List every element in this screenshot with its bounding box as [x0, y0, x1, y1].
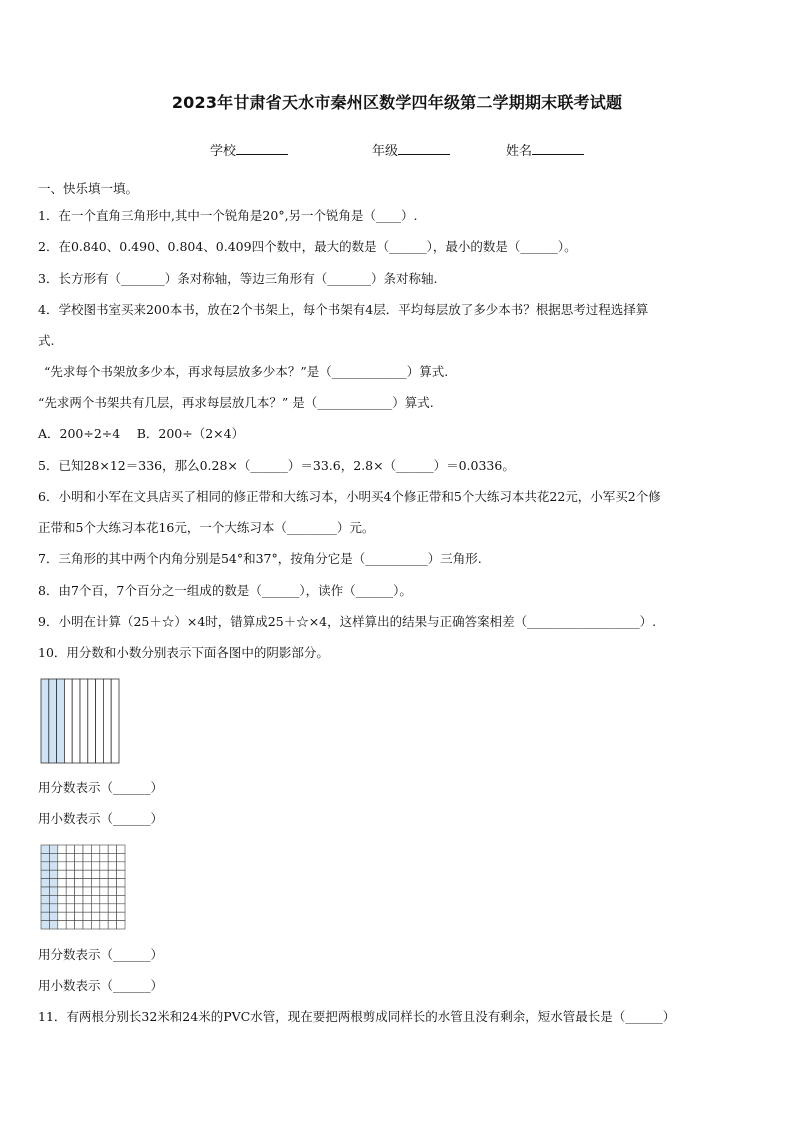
- figure-strip-diagram: [40, 678, 120, 764]
- grade-label: 年级: [372, 144, 399, 159]
- grid-cell: [66, 845, 74, 853]
- question-5: 5．已知28×12＝336，那么0.28×（______）＝33.6，2.8×（______）＝0.0336。: [38, 458, 515, 473]
- grid-cell: [108, 879, 116, 887]
- grid-cell: [49, 870, 57, 878]
- grid-cell: [49, 887, 57, 895]
- grid-cell: [83, 904, 91, 912]
- grid-cell: [58, 870, 66, 878]
- grid-cell: [58, 879, 66, 887]
- grid-cell: [83, 887, 91, 895]
- grid-cell: [49, 921, 57, 929]
- strip-column: [80, 679, 88, 763]
- grid-cell: [91, 912, 99, 920]
- grid-cell: [117, 870, 125, 878]
- grid-cell: [100, 845, 108, 853]
- grid-cell: [66, 921, 74, 929]
- grid-cell: [66, 879, 74, 887]
- grid-cell: [83, 895, 91, 903]
- grid-cell: [58, 912, 66, 920]
- grid-cell: [49, 845, 57, 853]
- name-label: 姓名: [506, 144, 533, 159]
- grid-cell: [83, 862, 91, 870]
- figure-grid-diagram: [40, 844, 128, 930]
- question-4-line-4: “先求两个书架共有几层，再求每层放几本？” 是（____________）算式.: [38, 395, 434, 410]
- grid-cell: [108, 870, 116, 878]
- school-field: [210, 140, 288, 159]
- grid-cell: [108, 904, 116, 912]
- grid-cell: [75, 853, 83, 861]
- question-1: 1．在一个直角三角形中,其中一个锐角是20°,另一个锐角是（____）.: [38, 208, 418, 223]
- section-heading: 一、快乐填一填。: [38, 181, 139, 196]
- grid-cell: [66, 853, 74, 861]
- grid-cell: [91, 870, 99, 878]
- grid-cell: [100, 921, 108, 929]
- grid-cell: [41, 921, 49, 929]
- grid-cell: [108, 862, 116, 870]
- grid-cell: [117, 904, 125, 912]
- grid-cell: [66, 912, 74, 920]
- grid-cell: [100, 895, 108, 903]
- grid-cell: [108, 895, 116, 903]
- strip-column: [57, 679, 65, 763]
- grid-cell: [91, 904, 99, 912]
- name-field: [506, 140, 584, 159]
- grade-field: [372, 140, 450, 159]
- page-title: 2023年甘肃省天水市秦州区数学四年级第二学期期末联考试题: [171, 93, 623, 112]
- grid-cell: [58, 862, 66, 870]
- grid-cell: [108, 853, 116, 861]
- grid-cell: [49, 912, 57, 920]
- grid-cell: [66, 904, 74, 912]
- grid-cell: [66, 862, 74, 870]
- grid-cell: [58, 845, 66, 853]
- grid-cell: [117, 845, 125, 853]
- grid-cell: [108, 887, 116, 895]
- grid-cell: [41, 887, 49, 895]
- figure-2-fraction-prompt: 用分数表示（______）: [38, 947, 164, 962]
- grid-cell: [91, 853, 99, 861]
- question-6-line-2: 正带和5个大练习本花16元，一个大练习本（________）元。: [38, 520, 375, 535]
- grid-cell: [91, 887, 99, 895]
- grid-cell: [100, 887, 108, 895]
- grid-cell: [75, 921, 83, 929]
- grid-cell: [75, 887, 83, 895]
- grid-cell: [117, 853, 125, 861]
- question-4-line-2: 式.: [38, 333, 55, 348]
- grid-cell: [100, 853, 108, 861]
- grid-cell: [117, 912, 125, 920]
- grid-cell: [100, 912, 108, 920]
- grid-cell: [83, 845, 91, 853]
- grid-cell: [83, 853, 91, 861]
- figure-1-fraction-prompt: 用分数表示（______）: [38, 780, 164, 795]
- grid-cell: [91, 862, 99, 870]
- question-9: 9．小明在计算（25＋☆）×4时，错算成25＋☆×4，这样算出的结果与正确答案相差（__________________）.: [38, 614, 657, 629]
- grade-blank[interactable]: [398, 141, 450, 155]
- grid-cell: [100, 862, 108, 870]
- grid-cell: [83, 912, 91, 920]
- question-4-line-3: “先求每个书架放多少本，再求每层放多少本？”是（____________）算式.: [44, 364, 449, 379]
- grid-cell: [91, 845, 99, 853]
- grid-cell: [41, 895, 49, 903]
- grid-cell: [75, 845, 83, 853]
- grid-cell: [117, 879, 125, 887]
- grid-cell: [100, 904, 108, 912]
- grid-cell: [41, 904, 49, 912]
- grid-cell: [83, 921, 91, 929]
- grid-cell: [58, 921, 66, 929]
- grid-cell: [108, 912, 116, 920]
- grid-cell: [75, 870, 83, 878]
- strip-column: [72, 679, 80, 763]
- name-blank[interactable]: [532, 141, 584, 155]
- question-7: 7．三角形的其中两个内角分别是54°和37°，按角分它是（__________）三角形.: [38, 551, 482, 566]
- question-11: 11．有两根分别长32米和24米的PVC水管，现在要把两根剪成同样长的水管且没有剩余，短水管最长是（______）: [38, 1009, 676, 1024]
- figure-1-decimal-prompt: 用小数表示（______）: [38, 811, 164, 826]
- grid-cell: [66, 895, 74, 903]
- grid-cell: [49, 895, 57, 903]
- strip-column: [103, 679, 111, 763]
- grid-cell: [117, 895, 125, 903]
- grid-cell: [58, 904, 66, 912]
- grid-cell: [83, 870, 91, 878]
- grid-cell: [83, 879, 91, 887]
- grid-cell: [108, 845, 116, 853]
- school-blank[interactable]: [236, 141, 288, 155]
- grid-cell: [58, 887, 66, 895]
- grid-cell: [91, 921, 99, 929]
- grid-cell: [75, 895, 83, 903]
- grid-cell: [66, 887, 74, 895]
- grid-cell: [75, 904, 83, 912]
- figure-2-decimal-prompt: 用小数表示（______）: [38, 978, 164, 993]
- question-10: 10．用分数和小数分别表示下面各图中的阴影部分。: [38, 645, 329, 660]
- grid-cell: [49, 862, 57, 870]
- grid-cell: [58, 895, 66, 903]
- grid-cell: [75, 862, 83, 870]
- grid-cell: [75, 879, 83, 887]
- question-8: 8．由7个百，7个百分之一组成的数是（______），读作（______）。: [38, 583, 412, 598]
- grid-cell: [49, 879, 57, 887]
- grid-cell: [75, 912, 83, 920]
- strip-column: [64, 679, 72, 763]
- grid-cell: [49, 853, 57, 861]
- question-2: 2．在0.840、0.490、0.804、0.409四个数中，最大的数是（______），最小的数是（______）。: [38, 239, 577, 254]
- grid-cell: [41, 879, 49, 887]
- question-6-line-1: 6．小明和小军在文具店买了相同的修正带和大练习本，小明买4个修正带和5个大练习本共花22元，小军买2个修: [38, 489, 661, 504]
- strip-column: [96, 679, 104, 763]
- grid-cell: [108, 921, 116, 929]
- strip-column: [41, 679, 49, 763]
- grid-cell: [58, 853, 66, 861]
- question-4-options: A．200÷2÷4 B．200÷（2×4）: [38, 426, 245, 441]
- strip-column: [88, 679, 96, 763]
- grid-cell: [100, 870, 108, 878]
- grid-cell: [91, 895, 99, 903]
- grid-cell: [66, 870, 74, 878]
- strip-column: [111, 679, 119, 763]
- grid-cell: [117, 862, 125, 870]
- grid-cell: [41, 870, 49, 878]
- grid-cell: [117, 887, 125, 895]
- grid-cell: [117, 921, 125, 929]
- strip-column: [49, 679, 57, 763]
- school-label: 学校: [210, 144, 237, 159]
- grid-cell: [49, 904, 57, 912]
- grid-cell: [41, 845, 49, 853]
- question-4-line-1: 4．学校图书室买来200本书，放在2个书架上，每个书架有4层．平均每层放了多少本书？根据思考过程选择算: [38, 302, 649, 317]
- grid-cell: [41, 912, 49, 920]
- grid-cell: [41, 853, 49, 861]
- grid-cell: [41, 862, 49, 870]
- question-3: 3．长方形有（_______）条对称轴，等边三角形有（_______）条对称轴.: [38, 271, 438, 286]
- grid-cell: [100, 879, 108, 887]
- grid-cell: [91, 879, 99, 887]
